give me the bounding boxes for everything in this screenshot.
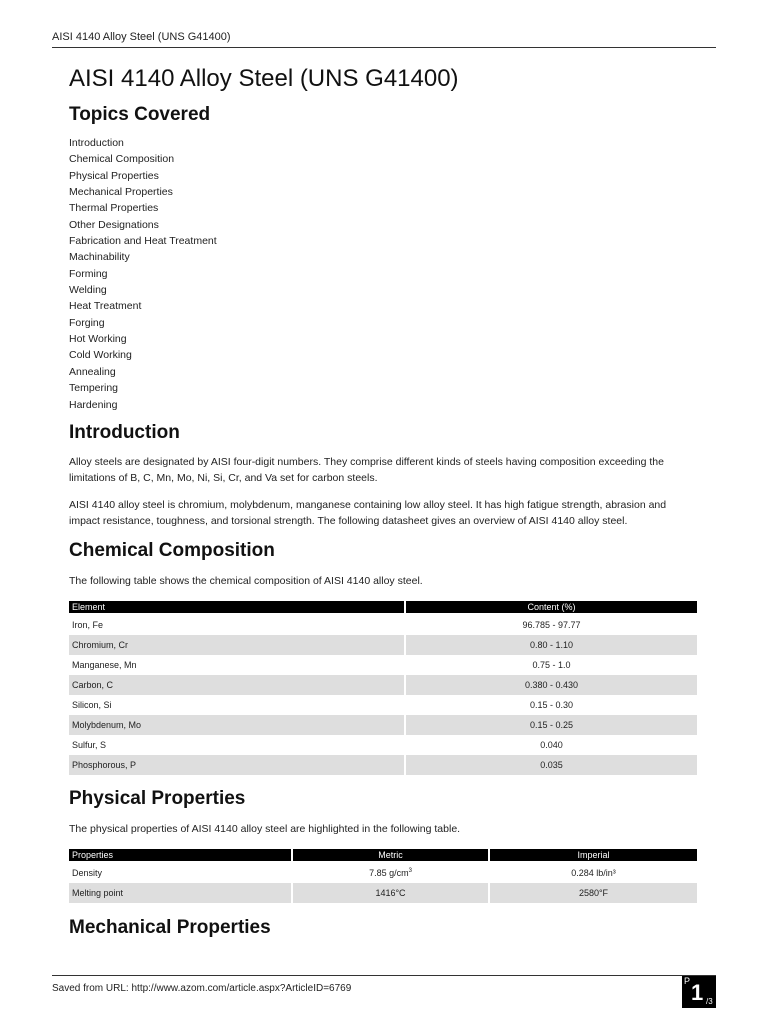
- element-cell: Chromium, Cr: [69, 635, 404, 655]
- property-cell: Density: [72, 867, 103, 878]
- topic-item: Physical Properties: [69, 169, 159, 182]
- topic-item: Hardening: [69, 398, 118, 411]
- column-header-metric: Metric: [293, 849, 488, 861]
- topics-heading: Topics Covered: [69, 104, 211, 125]
- header-rule: [52, 47, 716, 48]
- table-row: [69, 615, 697, 635]
- topic-item: Other Designations: [69, 218, 159, 231]
- content-cell: 0.15 - 0.25: [406, 715, 697, 735]
- topics-list: [69, 135, 697, 413]
- topic-item: Tempering: [69, 382, 119, 395]
- metric-cell: 1416°C: [293, 883, 488, 903]
- table-header-row: [69, 849, 697, 861]
- page-number-badge: [682, 976, 716, 1008]
- topic-item: Welding: [69, 284, 107, 297]
- table-row: [69, 695, 697, 715]
- element-cell: Sulfur, S: [72, 739, 107, 750]
- topic-item: Forming: [69, 267, 108, 280]
- element-cell: Iron, Fe: [72, 619, 104, 630]
- topic-item: Chemical Composition: [69, 153, 175, 166]
- topic-item: Cold Working: [69, 349, 132, 362]
- imperial-cell: 0.284 lb/in³: [571, 867, 616, 878]
- content-cell: 0.80 - 1.10: [406, 635, 697, 655]
- topic-item: Fabrication and Heat Treatment: [69, 235, 217, 248]
- element-cell: Molybdenum, Mo: [69, 715, 404, 735]
- element-cell: Carbon, C: [69, 675, 404, 695]
- property-cell: Melting point: [69, 883, 291, 903]
- topic-item: Mechanical Properties: [69, 186, 173, 199]
- content-cell: 0.040: [540, 739, 563, 750]
- content-cell: 96.785 - 97.77: [522, 619, 581, 630]
- page-label: P: [684, 976, 691, 986]
- introduction-heading: Introduction: [69, 421, 180, 443]
- metric-cell: 7.85 $g/cm^3$: [369, 867, 412, 878]
- element-cell: Silicon, Si: [72, 699, 112, 710]
- footer-rule: [52, 975, 716, 976]
- topic-item: Annealing: [69, 365, 116, 378]
- column-header-properties: Properties: [69, 849, 291, 861]
- mechanical-properties-heading: Mechanical Properties: [69, 916, 271, 938]
- table-header-row: [69, 601, 697, 613]
- table-row: [69, 635, 697, 655]
- chemical-composition-description: The following table shows the chemical composition of AISI 4140 alloy steel.: [69, 574, 423, 587]
- content-cell: 0.380 - 0.430: [406, 675, 697, 695]
- content-cell: 0.75 - 1.0: [532, 659, 571, 670]
- physical-properties-description: The physical properties of AISI 4140 alloy steel are highlighted in the following table.: [69, 822, 461, 835]
- column-header-content: Content (%): [406, 601, 697, 613]
- page-total: /3: [706, 997, 713, 1006]
- imperial-cell: 2580°F: [490, 883, 697, 903]
- content-cell: 0.15 - 0.30: [529, 699, 574, 710]
- table-row: [69, 675, 697, 695]
- table-row: [69, 755, 697, 775]
- topic-item: Heat Treatment: [69, 300, 142, 313]
- introduction-paragraph-1: Alloy steels are designated by AISI four-digit numbers. They comprise different kinds of steels having composition exceeding the limitations of B, C, Mn, Mo, Ni, Si, Cr, and Va set for carbon steels.: [69, 455, 664, 484]
- running-header: AISI 4140 Alloy Steel (UNS G41400): [52, 31, 231, 43]
- chemical-composition-heading: Chemical Composition: [69, 539, 275, 561]
- table-row: [69, 883, 697, 903]
- topic-item: Thermal Properties: [69, 202, 159, 215]
- table-row: [69, 863, 697, 883]
- chemical-composition-table: [67, 601, 699, 775]
- table-row: [69, 735, 697, 755]
- page-title: AISI 4140 Alloy Steel (UNS G41400): [69, 65, 459, 92]
- topic-item: Machinability: [69, 251, 130, 264]
- table-row: [69, 715, 697, 735]
- topic-item: Forging: [69, 316, 105, 329]
- element-cell: Phosphorous, P: [69, 755, 404, 775]
- page-number: 1: [691, 980, 704, 1005]
- physical-properties-heading: Physical Properties: [69, 787, 246, 809]
- footer-source-url: Saved from URL: http://www.azom.com/article.aspx?ArticleID=6769: [52, 983, 352, 994]
- topic-item: Introduction: [69, 137, 124, 149]
- document-body: [69, 62, 697, 941]
- physical-properties-table: [67, 849, 699, 903]
- content-cell: 0.035: [406, 755, 697, 775]
- topic-item: Hot Working: [69, 333, 127, 346]
- column-header-imperial: Imperial: [490, 849, 697, 861]
- introduction-paragraph-2: AISI 4140 alloy steel is chromium, molybdenum, manganese containing low alloy steel. It has high fatigue strength, abrasion and impact resistance, toughness, and torsional strength. The following datasheet gives an overview of AISI 4140 alloy steel.: [69, 498, 667, 527]
- column-header-element: Element: [69, 601, 404, 613]
- element-cell: Manganese, Mn: [72, 659, 137, 670]
- table-row: [69, 655, 697, 675]
